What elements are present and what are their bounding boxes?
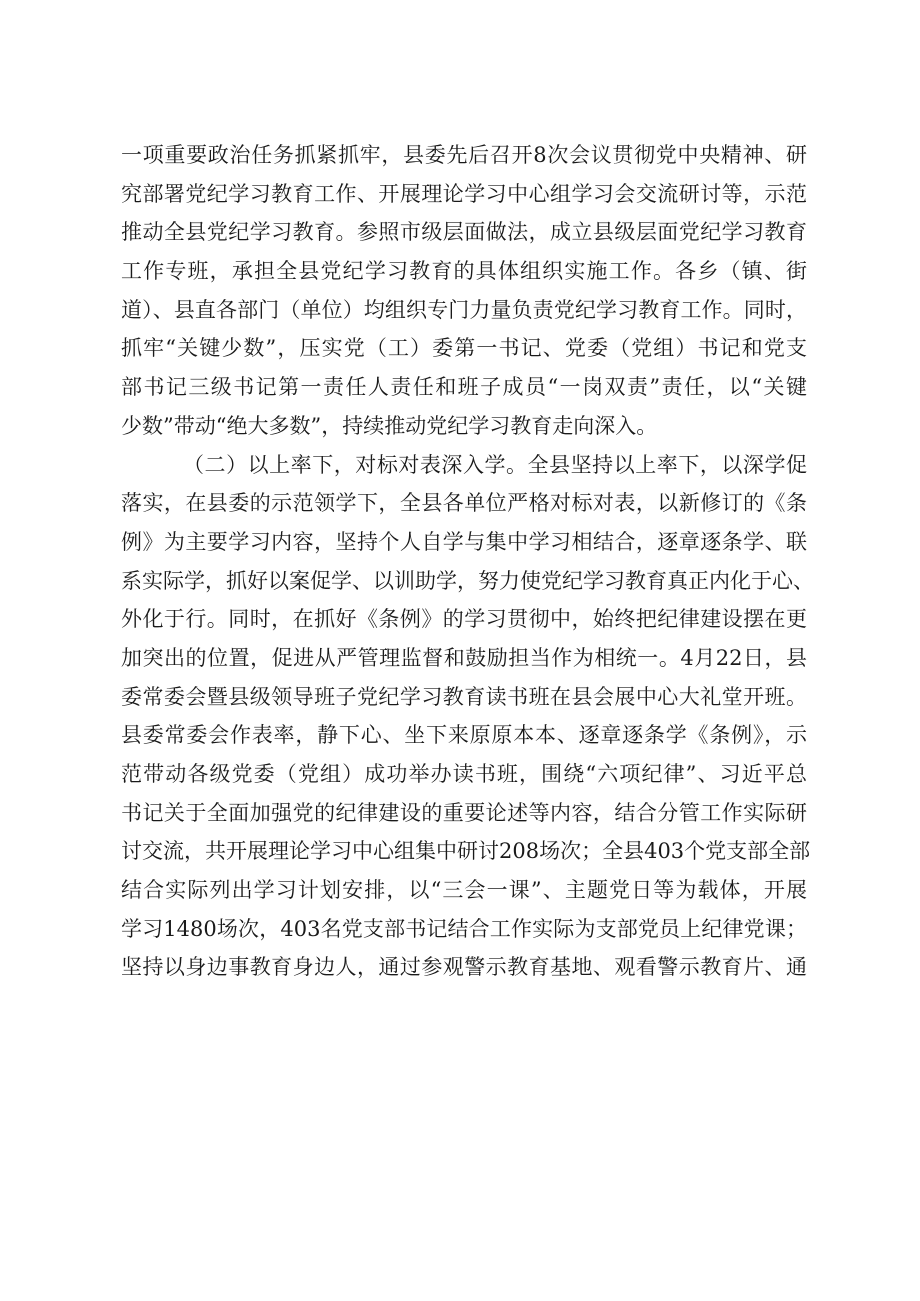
text-line: 范带动各级党委（党组）成功举办读书班，围绕“六项纪律”、习近平总: [121, 762, 807, 786]
text-line: 落实，在县委的示范领学下，全县各单位严格对标对表，以新修订的《条: [121, 491, 807, 516]
text-line: 例》为主要学习内容，坚持个人自学与集中学习相结合，逐章逐条学、联: [121, 529, 807, 554]
text-line: 加突出的位置，促进从严管理监督和鼓励担当作为相统一。4月22日，县: [121, 645, 807, 670]
text-line: 道）、县直各部门（单位）均组织专门力量负责党纪学习教育工作。同时，: [121, 297, 807, 322]
text-line: 学习1480场次，403名党支部书记结合工作实际为支部党员上纪律党课；: [121, 916, 807, 941]
paragraph-1: [121, 136, 807, 446]
paragraph-2: [121, 446, 814, 988]
text-line: 坚持以身边事教育身边人，通过参观警示教育基地、观看警示教育片、通: [121, 955, 807, 980]
text-line: 工作专班，承担全县党纪学习教育的具体组织实施工作。各乡（镇、街: [121, 259, 807, 284]
text-line: 少数”带动“绝大多数”，持续推动党纪学习教育走向深入。: [121, 413, 658, 438]
text-line: 部书记三级书记第一责任人责任和班子成员“一岗双责”责任，以“关键: [121, 375, 807, 400]
text-line: （二）以上率下，对标对表深入学。全县坚持以上率下，以深学促: [183, 452, 807, 477]
text-line: 推动全县党纪学习教育。参照市级层面做法，成立县级层面党纪学习教育: [121, 220, 807, 245]
text-line: 究部署党纪学习教育工作、开展理论学习中心组学习会交流研讨等，示范: [121, 181, 807, 206]
text-line: 一项重要政治任务抓紧抓牢，县委先后召开8次会议贯彻党中央精神、研: [121, 143, 807, 167]
text-line: 讨交流，共开展理论学习中心组集中研讨208场次；全县403个党支部全部: [121, 839, 811, 864]
text-line: 书记关于全面加强党的纪律建设的重要论述等内容，结合分管工作实际研: [121, 800, 807, 825]
text-line: 县委常委会作表率，静下心、坐下来原原本本、逐章逐条学《条例》，示: [121, 723, 807, 748]
text-line: 系实际学，抓好以案促学、以训助学，努力使党纪学习教育真正内化于心、: [121, 568, 814, 593]
text-line: 外化于行。同时，在抓好《条例》的学习贯彻中，始终把纪律建设摆在更: [121, 607, 807, 632]
body-text: [121, 136, 814, 987]
text-line: 结合实际列出学习计划安排，以“三会一课”、主题党日等为载体，开展: [121, 878, 807, 903]
text-line: 抓牢“关键少数”，压实党（工）委第一书记、党委（党组）书记和党支: [121, 336, 807, 361]
text-line: 委常委会暨县级领导班子党纪学习教育读书班在县会展中心大礼堂开班。: [121, 684, 807, 709]
